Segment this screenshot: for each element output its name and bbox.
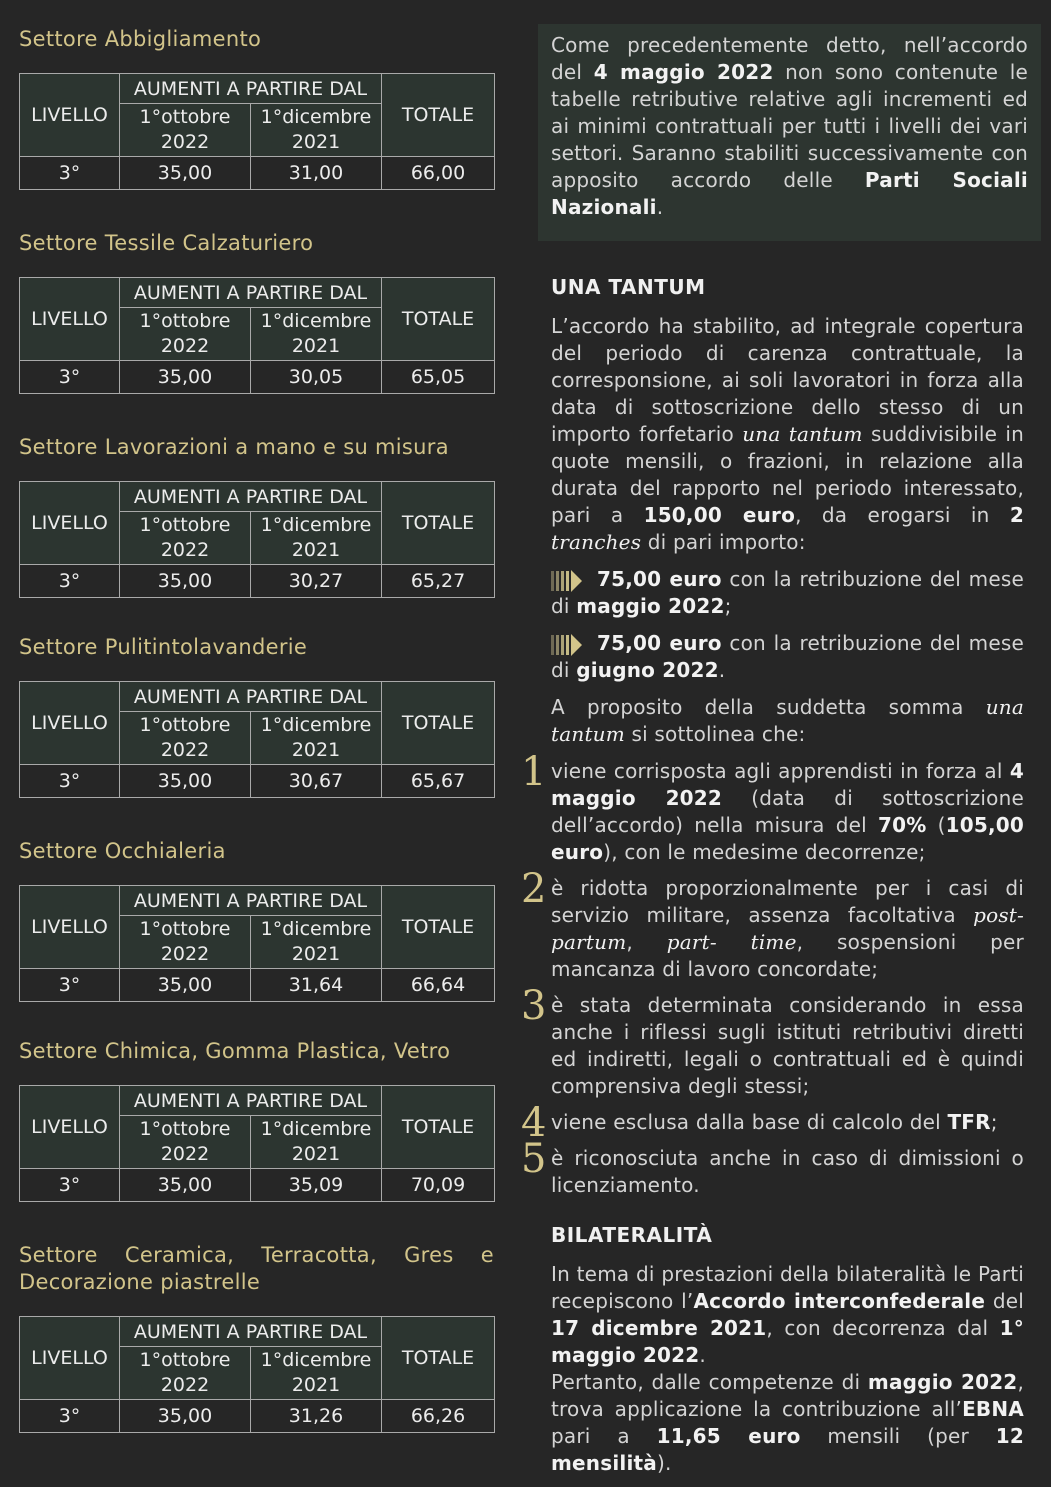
- cell-totale: 65,27: [382, 565, 495, 598]
- sector-title: Settore Pulitintolavanderie: [19, 635, 308, 659]
- section-heading: BILATERALITÀ: [551, 1223, 713, 1247]
- table-row: [20, 1169, 495, 1202]
- cell-ottobre: 35,00: [120, 969, 251, 1002]
- header-livello: LIVELLO: [20, 1317, 120, 1400]
- sector-tables-column: [19, 26, 494, 1442]
- cell-livello: 3°: [20, 157, 120, 190]
- numbered-item: 5 è riconosciuta anche in caso di dimissioni o licenziamento.: [521, 1136, 1024, 1197]
- item-number: 4: [521, 1100, 547, 1146]
- header-livello: LIVELLO: [20, 682, 120, 765]
- cell-livello: 3°: [20, 969, 120, 1002]
- numbered-item: 1 viene corrisposta agli apprendisti in forza al 4 maggio 2022 (data di sottoscrizione dell’accordo) nella misura del 70% (105,00 euro), con le medesime decorrenze;: [521, 749, 1025, 864]
- bullet-item: 75,00 euro con la retribuzione del mese di giugno 2022.: [551, 631, 1024, 682]
- header-aumenti: AUMENTI A PARTIRE DAL: [120, 482, 382, 512]
- cell-dicembre: 35,09: [251, 1169, 382, 1202]
- header-aumenti: AUMENTI A PARTIRE DAL: [120, 1317, 382, 1347]
- header-livello: LIVELLO: [20, 278, 120, 361]
- intro-box: Come precedentemente detto, nell’accordo del 4 maggio 2022 non sono contenute le tabelle retributive relative agli incrementi ed ai minimi contrattuali per tutti i livelli dei vari settori. Saranno stabiliti successivamente con apposito accordo delle Parti Sociali Nazionali.: [538, 24, 1041, 241]
- header-aumenti: AUMENTI A PARTIRE DAL: [120, 682, 382, 712]
- header-dicembre: 1°dicembre 2021: [251, 1116, 382, 1169]
- sector-block: [19, 1038, 494, 1242]
- numbered-item: 4 viene esclusa dalla base di calcolo del TFR;: [521, 1100, 998, 1146]
- header-dicembre: 1°dicembre 2021: [251, 712, 382, 765]
- table-row: [20, 1400, 495, 1433]
- item-number: 2: [521, 866, 547, 912]
- paragraph: A proposito della suddetta somma una tantum si sottolinea che:: [551, 695, 1024, 746]
- sector-title: Settore Chimica, Gomma Plastica, Vetro: [19, 1039, 451, 1063]
- cell-ottobre: 35,00: [120, 765, 251, 798]
- rates-table: [19, 277, 495, 394]
- cell-totale: 65,05: [382, 361, 495, 394]
- table-row: [20, 565, 495, 598]
- numbered-item: 2 è ridotta proporzionalmente per i casi di servizio militare, assenza facoltativa post-partum, part- time, sospensioni per mancanza di lavoro concordate;: [521, 866, 1024, 981]
- item-number: 3: [521, 983, 547, 1029]
- rates-table: [19, 73, 495, 190]
- arrow-bullet-icon: [551, 569, 591, 593]
- cell-ottobre: 35,00: [120, 361, 251, 394]
- header-totale: TOTALE: [382, 74, 495, 157]
- cell-totale: 66,64: [382, 969, 495, 1002]
- header-ottobre: 1°ottobre 2022: [120, 916, 251, 969]
- sector-block: [19, 1242, 494, 1442]
- header-dicembre: 1°dicembre 2021: [251, 1347, 382, 1400]
- header-ottobre: 1°ottobre 2022: [120, 104, 251, 157]
- header-dicembre: 1°dicembre 2021: [251, 308, 382, 361]
- header-totale: TOTALE: [382, 482, 495, 565]
- table-row: [20, 157, 495, 190]
- header-totale: TOTALE: [382, 1317, 495, 1400]
- sector-title: Settore Abbigliamento: [19, 27, 262, 51]
- cell-livello: 3°: [20, 1400, 120, 1433]
- sector-block: [19, 838, 494, 1038]
- header-ottobre: 1°ottobre 2022: [120, 1347, 251, 1400]
- arrow-bullet-icon: [551, 633, 591, 657]
- header-livello: LIVELLO: [20, 886, 120, 969]
- header-ottobre: 1°ottobre 2022: [120, 308, 251, 361]
- rates-table: [19, 885, 495, 1002]
- header-dicembre: 1°dicembre 2021: [251, 104, 382, 157]
- table-row: [20, 969, 495, 1002]
- cell-dicembre: 30,27: [251, 565, 382, 598]
- table-row: [20, 765, 495, 798]
- cell-livello: 3°: [20, 565, 120, 598]
- header-livello: LIVELLO: [20, 74, 120, 157]
- cell-dicembre: 31,64: [251, 969, 382, 1002]
- cell-livello: 3°: [20, 1169, 120, 1202]
- header-totale: TOTALE: [382, 682, 495, 765]
- paragraph: L’accordo ha stabilito, ad integrale copertura del periodo di carenza contrattuale, la corresponsione, ai soli lavoratori in forza alla data di sottoscrizione dello stesso di un importo forfetario una tantum suddivisibile in quote mensili, o frazioni, in relazione alla durata del rapporto nel periodo interessato, pari a 150,00 euro, da erogarsi in 2 tranches di pari importo:: [551, 314, 1024, 554]
- numbered-item: 3 è stata determinata considerando in essa anche i riflessi sugli istituti retributivi diretti ed indiretti, legali o contrattuali ed è quindi comprensiva degli stessi;: [521, 983, 1024, 1098]
- cell-dicembre: 31,00: [251, 157, 382, 190]
- cell-ottobre: 35,00: [120, 157, 251, 190]
- paragraph: In tema di prestazioni della bilateralità le Parti recepiscono l’Accordo interconfederale del 17 dicembre 2021, con decorrenza dal 1° maggio 2022.: [551, 1262, 1025, 1367]
- sector-title: Settore Occhialeria: [19, 839, 226, 863]
- cell-dicembre: 30,05: [251, 361, 382, 394]
- sector-title: Settore Ceramica, Terracotta, Gres e Decorazione piastrelle: [19, 1243, 494, 1294]
- header-aumenti: AUMENTI A PARTIRE DAL: [120, 1086, 382, 1116]
- section-heading: UNA TANTUM: [551, 275, 706, 299]
- header-ottobre: 1°ottobre 2022: [120, 712, 251, 765]
- item-number: 5: [521, 1136, 547, 1182]
- header-dicembre: 1°dicembre 2021: [251, 512, 382, 565]
- item-number: 1: [521, 749, 547, 795]
- header-totale: TOTALE: [382, 886, 495, 969]
- sector-title: Settore Lavorazioni a mano e su misura: [19, 435, 449, 459]
- header-totale: TOTALE: [382, 1086, 495, 1169]
- paragraph: Pertanto, dalle competenze di maggio 2022, trova applicazione la contribuzione all’EBNA pari a 11,65 euro mensili (per 12 mensilità).: [551, 1370, 1024, 1475]
- header-livello: LIVELLO: [20, 1086, 120, 1169]
- rates-table: [19, 1316, 495, 1433]
- header-totale: TOTALE: [382, 278, 495, 361]
- cell-ottobre: 35,00: [120, 1169, 251, 1202]
- sector-block: [19, 434, 494, 634]
- rates-table: [19, 481, 495, 598]
- rates-table: [19, 1085, 495, 1202]
- header-aumenti: AUMENTI A PARTIRE DAL: [120, 74, 382, 104]
- cell-dicembre: 31,26: [251, 1400, 382, 1433]
- cell-totale: 66,26: [382, 1400, 495, 1433]
- rates-table: [19, 681, 495, 798]
- header-ottobre: 1°ottobre 2022: [120, 1116, 251, 1169]
- sector-block: [19, 634, 494, 838]
- header-livello: LIVELLO: [20, 482, 120, 565]
- cell-totale: 66,00: [382, 157, 495, 190]
- cell-dicembre: 30,67: [251, 765, 382, 798]
- cell-totale: 65,67: [382, 765, 495, 798]
- table-row: [20, 361, 495, 394]
- cell-ottobre: 35,00: [120, 565, 251, 598]
- sector-block: [19, 26, 494, 230]
- cell-ottobre: 35,00: [120, 1400, 251, 1433]
- header-ottobre: 1°ottobre 2022: [120, 512, 251, 565]
- header-dicembre: 1°dicembre 2021: [251, 916, 382, 969]
- cell-livello: 3°: [20, 361, 120, 394]
- una-tantum-section: [521, 273, 1041, 1477]
- cell-totale: 70,09: [382, 1169, 495, 1202]
- header-aumenti: AUMENTI A PARTIRE DAL: [120, 278, 382, 308]
- header-aumenti: AUMENTI A PARTIRE DAL: [120, 886, 382, 916]
- text-column: [521, 24, 1041, 1487]
- sector-title: Settore Tessile Calzaturiero: [19, 231, 314, 255]
- bullet-item: 75,00 euro con la retribuzione del mese di maggio 2022;: [551, 567, 1024, 618]
- sector-block: [19, 230, 494, 434]
- cell-livello: 3°: [20, 765, 120, 798]
